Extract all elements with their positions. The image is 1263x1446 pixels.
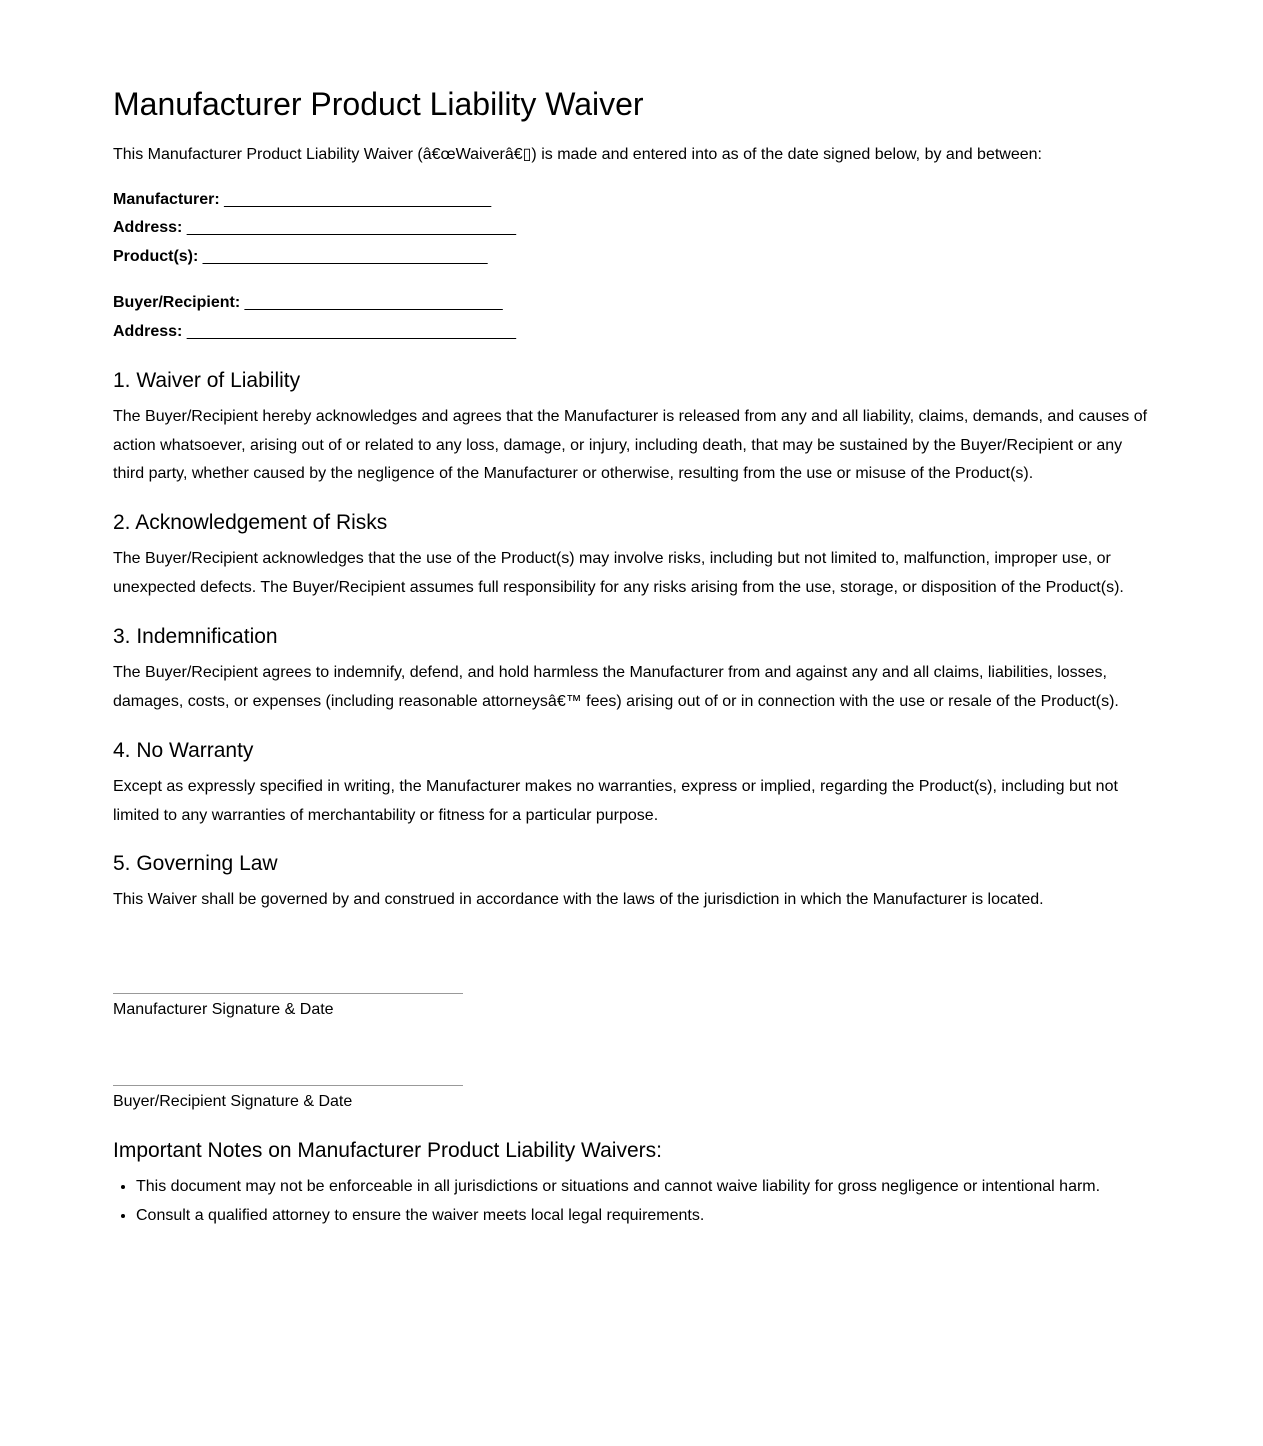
form-field-products — [113, 243, 1148, 272]
section-heading: 4. No Warranty — [113, 738, 254, 762]
section-heading: 1. Waiver of Liability — [113, 368, 301, 392]
signature-block-buyer — [113, 1085, 1148, 1117]
section-acknowledgement-of-risks — [113, 511, 1148, 603]
form-field-manufacturer-address — [113, 214, 1148, 243]
section-body: The Buyer/Recipient acknowledges that the use of the Product(s) may involve risks, including but not limited to, malfunction, improper use, or unexpected defects. The Buyer/Recipient assumes full responsibility for any risks arising from the use, storage, or disposition of the Product(s). — [113, 550, 1124, 597]
section-body: The Buyer/Recipient agrees to indemnify, defend, and hold harmless the Manufacturer from and against any and all claims, liabilities, losses, damages, costs, or expenses (including reasonable attorneysâ€™ fees) arising out of or in connection with the use or resale of the Product(s). — [113, 663, 1119, 710]
manufacturer-signature-line — [113, 993, 463, 994]
section-body: The Buyer/Recipient hereby acknowledges and agrees that the Manufacturer is released from any and all liability, claims, demands, and causes of action whatsoever, arising out of or related to any loss, damage, or injury, including death, that may be sustained by the Buyer/Recipient or any third party, whether caused by the negligence of the Manufacturer or otherwise, resulting from the use or misuse of the Product(s). — [113, 407, 1148, 483]
section-body: This Waiver shall be governed by and construed in accordance with the laws of the jurisdiction in which the Manufacturer is located. — [113, 891, 1044, 909]
buyer-address-label: Address: — [113, 322, 183, 340]
intro-paragraph: This Manufacturer Product Liability Waiver (â€œWaiverâ€▯) is made and entered into as of the date signed below, by and between: — [113, 145, 1042, 163]
section-heading: 3. Indemnification — [113, 624, 278, 648]
document-title: Manufacturer Product Liability Waiver — [113, 86, 644, 122]
buyer-recipient-label: Buyer/Recipient: — [113, 293, 241, 311]
notes-heading: Important Notes on Manufacturer Product Liability Waivers: — [113, 1138, 662, 1162]
section-heading: 2. Acknowledgement of Risks — [113, 511, 388, 535]
buyer-details-group — [113, 289, 1148, 347]
notes-list — [113, 1173, 1148, 1231]
signature-block-manufacturer — [113, 993, 1148, 1025]
section-waiver-of-liability — [113, 369, 1148, 490]
form-field-buyer-address — [113, 318, 1148, 347]
products-label: Product(s): — [113, 248, 199, 266]
manufacturer-label: Manufacturer: — [113, 190, 220, 208]
manufacturer-signature-label: Manufacturer Signature & Date — [113, 1001, 334, 1019]
manufacturer-blank-line: ______________________________ — [224, 190, 492, 208]
buyer-signature-label: Buyer/Recipient Signature & Date — [113, 1093, 353, 1111]
note-item: • Consult a qualified attorney to ensure the waiver meets local legal requirements. — [136, 1202, 1148, 1231]
form-field-manufacturer — [113, 186, 1148, 215]
manufacturer-address-blank-line: _____________________________________ — [186, 219, 517, 237]
manufacturer-details-group — [113, 186, 1148, 272]
section-no-warranty — [113, 739, 1148, 831]
buyer-address-blank-line: _____________________________________ — [186, 322, 517, 340]
form-field-buyer-recipient — [113, 289, 1148, 318]
section-body: Except as expressly specified in writing, the Manufacturer makes no warranties, express or implied, regarding the Product(s), including but not limited to any warranties of merchantability or fitness for a particular purpose. — [113, 777, 1118, 824]
products-blank-line: ________________________________ — [202, 248, 488, 266]
section-heading: 5. Governing Law — [113, 852, 278, 876]
section-indemnification — [113, 625, 1148, 717]
buyer-signature-line — [113, 1085, 463, 1086]
buyer-recipient-blank-line: _____________________________ — [244, 293, 503, 311]
manufacturer-address-label: Address: — [113, 219, 183, 237]
note-item: • This document may not be enforceable in all jurisdictions or situations and cannot waive liability for gross negligence or intentional harm. — [136, 1173, 1148, 1202]
section-governing-law — [113, 852, 1148, 915]
